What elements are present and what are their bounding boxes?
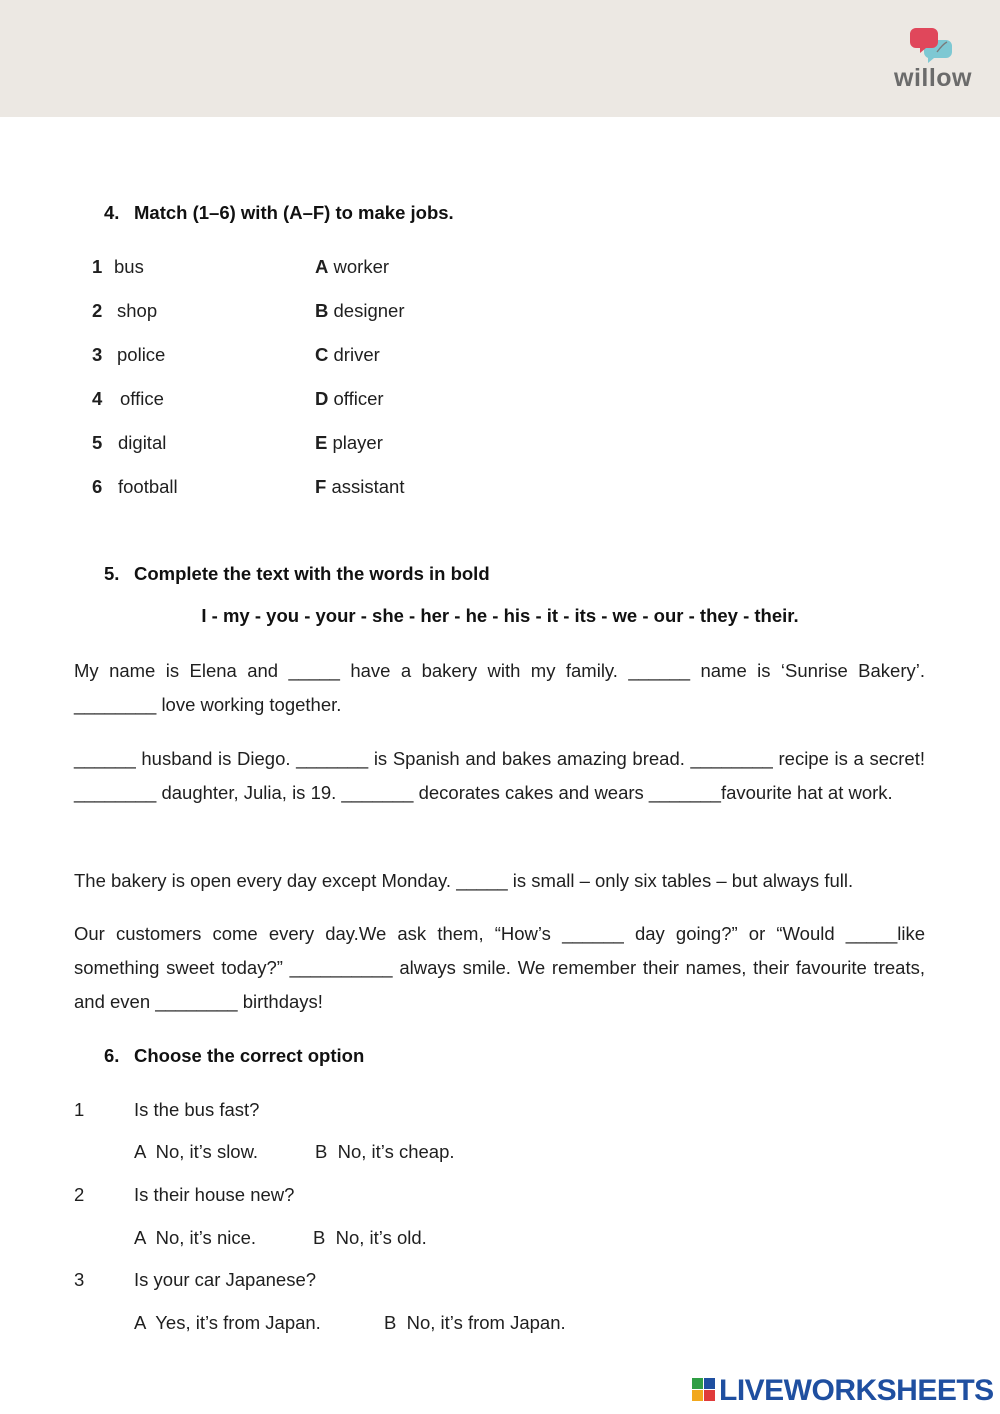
match-number: 5 bbox=[92, 432, 103, 453]
match-number: 3 bbox=[92, 344, 103, 365]
match-letter: D bbox=[315, 388, 329, 409]
match-option bbox=[315, 388, 384, 410]
question-text: Is their house new? bbox=[134, 1184, 295, 1205]
match-option-text: worker bbox=[333, 256, 390, 277]
question-text: Is your car Japanese? bbox=[134, 1269, 317, 1290]
match-word: police bbox=[117, 344, 166, 365]
match-word: digital bbox=[118, 432, 167, 453]
match-row bbox=[92, 388, 512, 414]
match-letter: C bbox=[315, 344, 329, 365]
match-option-text: officer bbox=[333, 388, 384, 409]
question-text: Is the bus fast? bbox=[134, 1099, 260, 1120]
section-5-number: 5. bbox=[104, 563, 120, 584]
logo-text: willow bbox=[894, 64, 972, 92]
match-word: shop bbox=[117, 300, 158, 321]
speech-bubbles-icon bbox=[910, 26, 954, 66]
option-a[interactable]: A No, it’s nice. bbox=[134, 1227, 257, 1248]
match-number: 1 bbox=[92, 256, 103, 277]
text-paragraph: Our customers come every day.We ask them, “How’s ______ day going?” or “Would _____like something sweet today?” __________ always smile. We remember their names, their favourite treats, and even ________ birthdays! bbox=[74, 923, 925, 1012]
match-row bbox=[92, 344, 512, 370]
text-paragraph: ______ husband is Diego. _______ is Spanish and bakes amazing bread. ________ recipe is a secret! ________ daughter, Julia, is 19. _______ decorates cakes and wears _______favourite hat at work. bbox=[74, 748, 925, 803]
match-letter: B bbox=[315, 300, 329, 321]
match-word: bus bbox=[114, 256, 144, 277]
question-number: 2 bbox=[74, 1184, 85, 1205]
match-number: 6 bbox=[92, 476, 103, 497]
section-4-title: Match (1–6) with (A–F) to make jobs. bbox=[134, 202, 454, 223]
section-5-title: Complete the text with the words in bold bbox=[134, 563, 490, 584]
match-option-text: assistant bbox=[331, 476, 405, 497]
match-letter: A bbox=[315, 256, 329, 277]
question-number: 3 bbox=[74, 1269, 85, 1290]
word-bank: I - my - you - your - she - her - he - his - it - its - we - our - they - their. bbox=[201, 605, 799, 626]
question-number: 1 bbox=[74, 1099, 85, 1120]
match-option bbox=[315, 256, 389, 278]
match-row bbox=[92, 256, 512, 282]
option-a[interactable]: A No, it’s slow. bbox=[134, 1141, 259, 1162]
match-row bbox=[92, 300, 512, 326]
match-option-text: designer bbox=[333, 300, 405, 321]
match-number: 4 bbox=[92, 388, 103, 409]
section-6-heading bbox=[104, 1045, 364, 1067]
section-6-number: 6. bbox=[104, 1045, 120, 1066]
match-option bbox=[315, 476, 404, 498]
section-6-title: Choose the correct option bbox=[134, 1045, 365, 1066]
match-number: 2 bbox=[92, 300, 103, 321]
option-b[interactable]: B No, it’s cheap. bbox=[315, 1141, 455, 1162]
match-word: office bbox=[120, 388, 164, 409]
match-row bbox=[92, 476, 512, 502]
section-4-number: 4. bbox=[104, 202, 120, 223]
liveworksheets-logo bbox=[692, 1374, 992, 1408]
section-4-heading bbox=[104, 202, 454, 224]
willow-logo bbox=[890, 26, 976, 92]
match-option-text: driver bbox=[333, 344, 380, 365]
text-paragraph: My name is Elena and _____ have a bakery with my family. ______ name is ‘Sunrise Bakery’. ________ love working together. bbox=[74, 660, 925, 715]
liveworksheets-text: LIVEWORKSHEETS bbox=[719, 1374, 994, 1407]
option-b[interactable]: B No, it’s old. bbox=[313, 1227, 427, 1248]
option-a[interactable]: A Yes, it’s from Japan. bbox=[134, 1312, 321, 1333]
match-word: football bbox=[118, 476, 178, 497]
header-band bbox=[0, 0, 1000, 117]
match-letter: E bbox=[315, 432, 328, 453]
text-paragraph: The bakery is open every day except Monday. _____ is small – only six tables – but always full. bbox=[74, 870, 854, 891]
liveworksheets-blocks-icon bbox=[692, 1378, 716, 1402]
match-option bbox=[315, 432, 383, 454]
match-letter: F bbox=[315, 476, 327, 497]
match-option bbox=[315, 300, 404, 322]
match-option-text: player bbox=[332, 432, 383, 453]
match-option bbox=[315, 344, 380, 366]
option-b[interactable]: B No, it’s from Japan. bbox=[384, 1312, 566, 1333]
match-row bbox=[92, 432, 512, 458]
section-5-heading bbox=[104, 563, 490, 585]
